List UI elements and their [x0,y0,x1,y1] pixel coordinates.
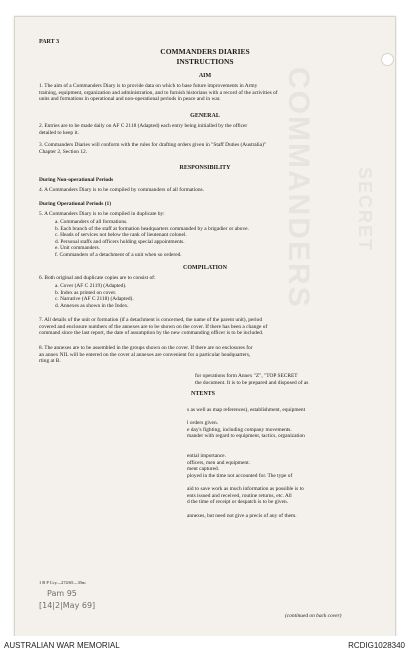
archive-footer [0,636,409,654]
page-title: COMMANDERS DIARIES [160,47,250,56]
section-general: GENERAL [190,113,220,119]
contents-fragment: s as well as map references), establishment, equipment l orders given. e day's fighting, including company movements. mander with regard to equipment, tactics, organization ential importance. officers, men and equipment. ment captured. ployed in the time not accounted for. The type of aid to save work as much information as possible is to ents issued and received, routine returns, etc. All d the time of receipt or despatch is to be given. annexes, but need not give a precis of any of them. [187,407,306,519]
section-responsibility: RESPONSIBILITY [179,165,231,171]
non-operational-heading: During Non-operational Periods [39,177,114,183]
continued-note: (continued on back cover) [285,613,342,619]
footer-record-id: RCDIG1028340 [348,641,405,650]
print-code: 1 B P Ccy—274/65—35m [39,580,86,585]
section-aim: AIM [198,73,212,79]
item-6: 6. Both original and duplicate copies are to consist of: [39,275,156,281]
item-9-fragment: for operations form Annex "Z", "TOP SECRET the document. It is to be prepared and disposed of as [195,373,309,386]
margin-watermark-secret: SECRET [355,167,375,253]
item-7: 7. All details of the unit or formation (if a detachment is concerned, the name of the parent unit), period covered and enclosure numbers of the annexes are to be shown on the cover. If there has been a change of command since the last report, the date of assumption by the new commanding officer is to be included. [39,317,268,337]
item-6-list: a. Cover (AF C 2119) (Adapted). b. Index as printed on cover. c. Narrative (AF C 2118) (Adapted). d. Annexes as shown in the Index. [55,283,134,309]
item-5: 5. A Commanders Diary is to be compiled in duplicate by: [39,211,165,217]
item-5-list: a. Commanders of all formations. b. Each branch of the staff at formation headquarters commanded by a brigadier or above. c. Heads of services not below the rank of lieutenant colonel. d. Personal staffs and officers holding special appointments. e. Unit commanders. f. Commanders of a detachment of a unit when so ordered. [55,219,249,258]
aim-paragraph: 1. The aim of a Commanders Diary is to provide data on which to base future improvements in Army training, equipment, organization and administration, and to furnish historians with a record of the activities of units and formations in operational and non-operational periods in peace and in war. [39,83,278,103]
operational-heading: During Operational Periods (1) [39,201,112,207]
section-compilation: COMPILATION [183,265,227,271]
general-paragraph: 2. Entries are to be made daily on AF C 2118 (Adapted) each entry being initialled by the officer detailed to keep it. 3. Commanders Diaries will conform with the rules for drafting orders given in "Staff Duties (Australia)" Chapter 2, Section 12. [39,123,267,155]
page-subtitle: INSTRUCTIONS [176,57,234,66]
margin-watermark: COMMANDERS [282,67,315,309]
pencil-note-date: [14|2|May 69] [39,601,96,610]
part-label: PART 3 [39,39,60,45]
item-8: 8. The annexes are to be assembled in the groups shown on the cover. If there are no enclosures for an annex NIL will be entered on the cover al annexes are convenient for a particular headquarters, rting at B. [39,345,253,365]
section-contents: NTENTS [191,391,216,397]
footer-institution: AUSTRALIAN WAR MEMORIAL [4,641,120,650]
pencil-note-pam: Pam 95 [47,589,77,598]
item-4: 4. A Commanders Diary is to be compiled by commanders of all formations. [39,187,204,193]
document-page [14,16,396,638]
